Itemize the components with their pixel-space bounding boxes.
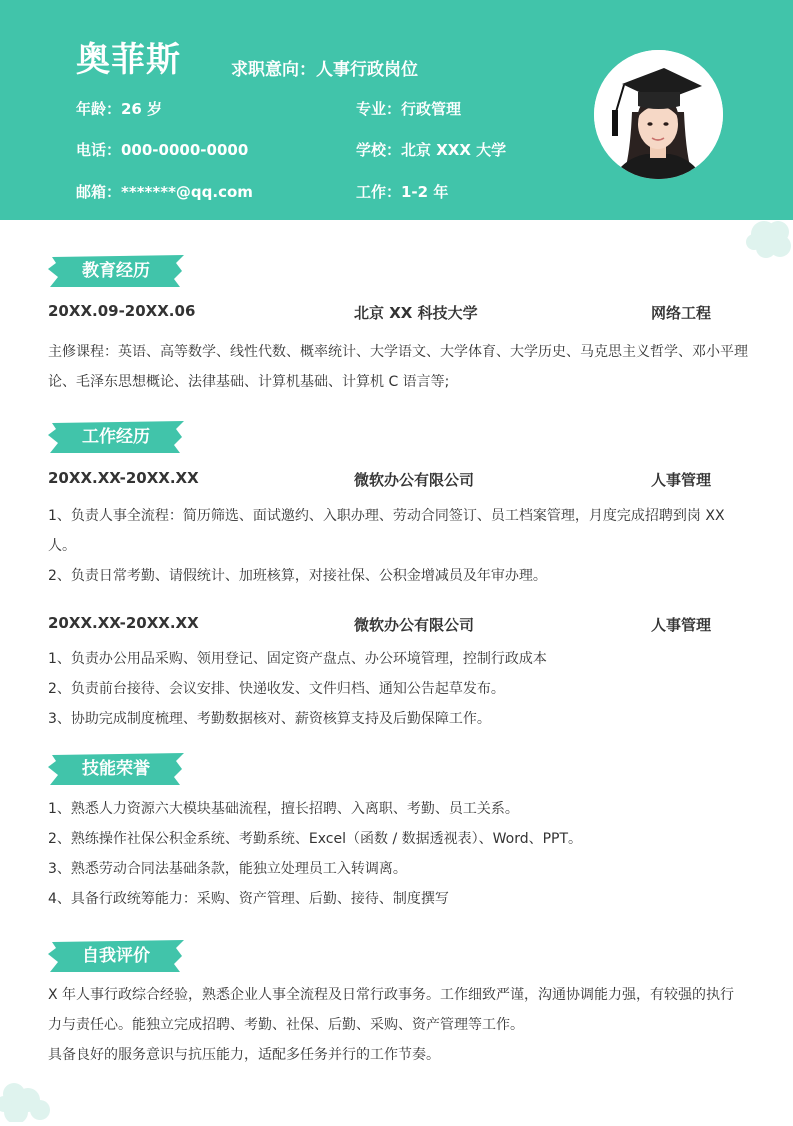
skill-item: 3、熟悉劳动合同法基础条款，能独立处理员工入转调离。 xyxy=(48,861,407,877)
section-title-work xyxy=(48,421,184,453)
skills-list xyxy=(48,794,748,914)
duty-item: 3、协助完成制度梳理、考勤数据核对、薪资核算支持及后勤保障工作。 xyxy=(48,711,491,727)
phone-info: 电话：000-0000-0000 xyxy=(76,141,249,159)
header-banner xyxy=(0,0,793,220)
duty-item: 1、负责办公用品采购、领用登记、固定资产盘点、办公环境管理，控制行政成本 xyxy=(48,651,547,667)
job-role: 人事管理 xyxy=(651,616,712,634)
job-1-duties xyxy=(48,501,748,591)
job-date: 20XX.XX-20XX.XX xyxy=(48,469,199,487)
cloud-decoration-bottom-left xyxy=(0,1076,54,1126)
job-company: 微软办公有限公司 xyxy=(354,616,475,634)
skill-item: 2、熟练操作社保公积金系统、考勤系统、Excel（函数 / 数据透视表）、Word、PPT。 xyxy=(48,831,583,847)
major-info: 专业：行政管理 xyxy=(356,100,462,118)
candidate-name: 奥菲斯 xyxy=(76,40,181,80)
section-label: 教育经历 xyxy=(82,261,150,281)
job-role: 人事管理 xyxy=(651,471,712,489)
job-row-1 xyxy=(48,469,748,491)
job-2-duties xyxy=(48,644,748,734)
education-school: 北京 XX 科技大学 xyxy=(354,304,478,322)
avatar-photo xyxy=(594,50,723,179)
section-label: 工作经历 xyxy=(82,427,150,447)
email-info: 邮箱：*******@qq.com xyxy=(76,183,253,201)
education-courses xyxy=(48,337,748,397)
duty-item: 1、负责人事全流程：简历筛选、面试邀约、入职办理、劳动合同签订、员工档案管理，月度完成招聘到岗 XX 人。 xyxy=(48,508,725,554)
education-date: 20XX.09-20XX.06 xyxy=(48,302,196,320)
self-paragraph: X 年人事行政综合经验，熟悉企业人事全流程及日常行政事务。工作细致严谨，沟通协调能力强，有较强的执行力与责任心。能独立完成招聘、考勤、社保、后勤、采购、资产管理等工作。 xyxy=(48,987,735,1033)
age-info: 年龄：26 岁 xyxy=(76,100,163,118)
section-title-education xyxy=(48,255,184,287)
duty-item: 2、负责日常考勤、请假统计、加班核算，对接社保、公积金增减员及年审办理。 xyxy=(48,568,547,584)
job-row-2 xyxy=(48,614,748,636)
section-title-skills xyxy=(48,753,184,785)
work-years-info: 工作：1-2 年 xyxy=(356,183,449,201)
section-title-self xyxy=(48,940,184,972)
job-company: 微软办公有限公司 xyxy=(354,471,475,489)
self-evaluation xyxy=(48,980,748,1070)
section-label: 自我评价 xyxy=(82,946,150,966)
self-paragraph: 具备良好的服务意识与抗压能力，适配多任务并行的工作节奏。 xyxy=(48,1047,440,1063)
job-intent: 求职意向：人事行政岗位 xyxy=(231,60,418,80)
education-row xyxy=(48,302,748,324)
section-label: 技能荣誉 xyxy=(82,759,150,779)
courses-text: 主修课程：英语、高等数学、线性代数、概率统计、大学语文、大学体育、大学历史、马克思主义哲学、邓小平理论、毛泽东思想概论、法律基础、计算机基础、计算机 C 语言等; xyxy=(48,344,748,390)
cloud-decoration-top-right xyxy=(742,212,793,266)
job-date: 20XX.XX-20XX.XX xyxy=(48,614,199,632)
skill-item: 4、具备行政统筹能力：采购、资产管理、后勤、接待、制度撰写 xyxy=(48,891,449,907)
education-major: 网络工程 xyxy=(651,304,712,322)
skill-item: 1、熟悉人力资源六大模块基础流程，擅长招聘、入离职、考勤、员工关系。 xyxy=(48,801,519,817)
school-info: 学校：北京 XXX 大学 xyxy=(356,141,507,159)
duty-item: 2、负责前台接待、会议安排、快递收发、文件归档、通知公告起草发布。 xyxy=(48,681,505,697)
